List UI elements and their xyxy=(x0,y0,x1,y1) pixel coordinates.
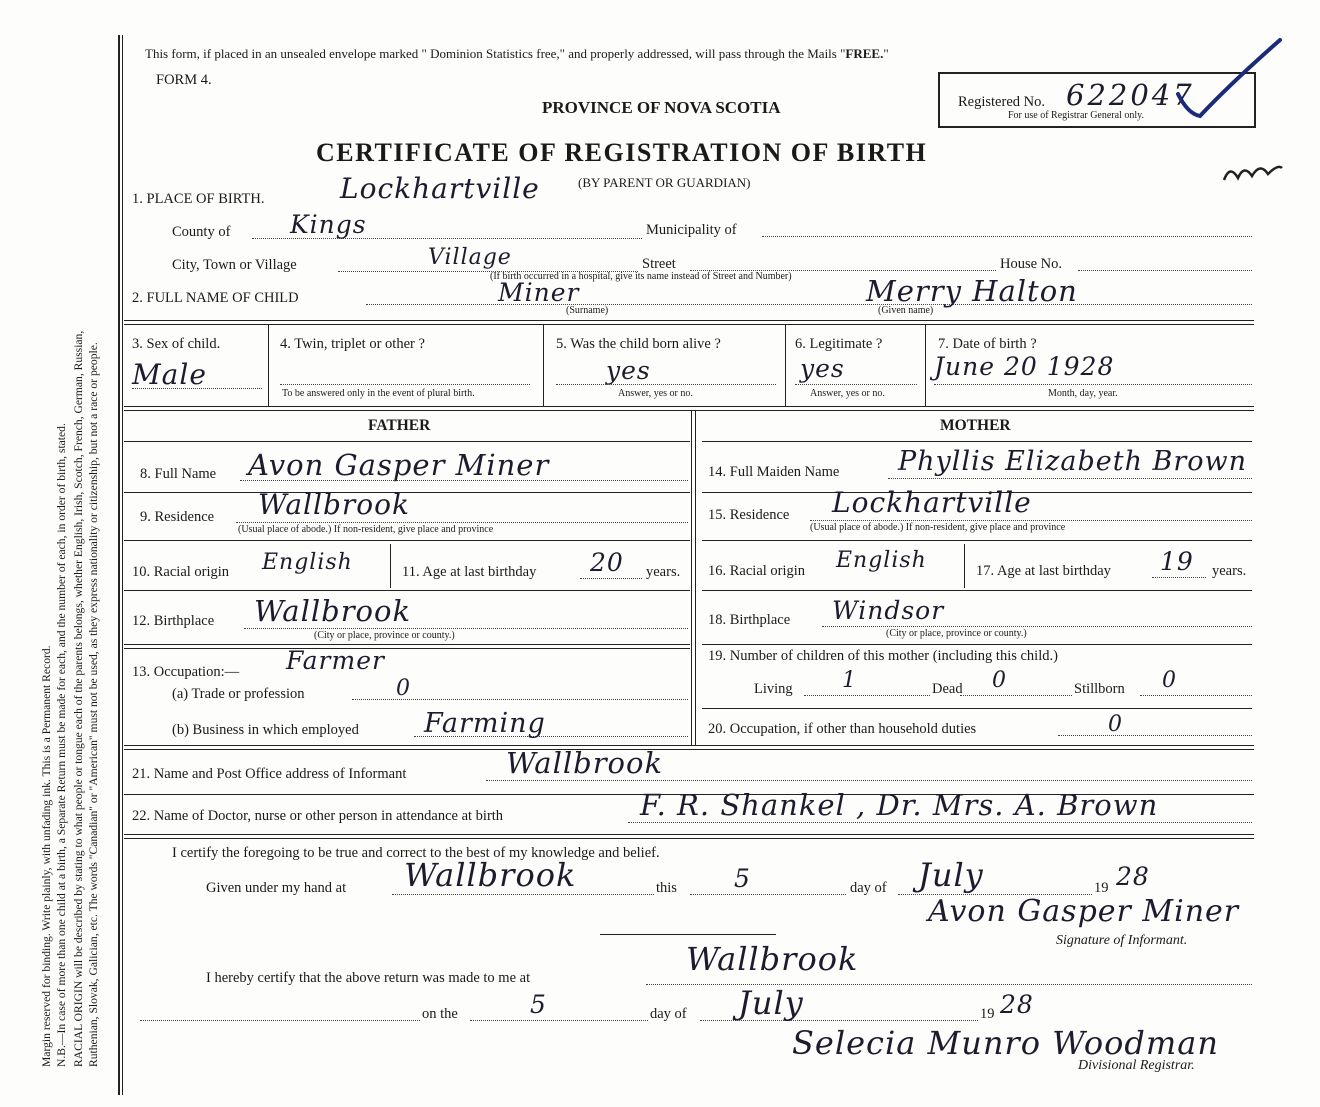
margin-notes xyxy=(0,0,110,1107)
mother-birthplace-label: 18. Birthplace xyxy=(708,612,791,628)
registered-label: Registered No. xyxy=(958,94,1045,110)
father-name-value: Avon Gasper Miner xyxy=(248,448,550,482)
father-age-label: 11. Age at last birthday xyxy=(402,564,537,580)
father-residence-label: 9. Residence xyxy=(140,509,215,525)
legitimate-label: 6. Legitimate ? xyxy=(795,336,883,352)
dob-label: 7. Date of birth ? xyxy=(938,336,1037,352)
registrar-signature: Selecia Munro Woodman xyxy=(792,1024,1219,1062)
informant-signature-caption: Signature of Informant. xyxy=(1056,933,1188,948)
mother-occupation-value: 0 xyxy=(1108,712,1123,737)
informant-value: Wallbrook xyxy=(506,746,664,780)
city-label: City, Town or Village xyxy=(172,257,297,273)
county-value: Kings xyxy=(290,210,367,239)
mail-note: This form, if placed in an unsealed envelope marked " Dominion Statistics free," and properly addressed, will pass through the Mails "FREE." xyxy=(145,46,889,61)
mother-residence-label: 15. Residence xyxy=(708,507,790,523)
dob-value: June 20 1928 xyxy=(934,352,1115,381)
father-name-label: 8. Full Name xyxy=(140,466,217,482)
hospital-note: (If birth occurred in a hospital, give its name instead of Street and Number) xyxy=(490,271,792,282)
county-label: County of xyxy=(172,224,231,240)
dead-label: Dead xyxy=(932,681,963,697)
certification-statement: I certify the foregoing to be true and correct to the best of my knowledge and belief. xyxy=(172,845,660,861)
father-race-label: 10. Racial origin xyxy=(132,564,230,580)
legitimate-note: Answer, yes or no. xyxy=(810,388,885,399)
living-value: 1 xyxy=(842,668,857,693)
mother-residence-value: Lockhartville xyxy=(832,486,1032,519)
this-label: this xyxy=(656,880,677,896)
mother-name-label: 14. Full Maiden Name xyxy=(708,464,840,480)
rule-row-3 xyxy=(124,406,1254,411)
place-of-birth-label: 1. PLACE OF BIRTH. xyxy=(132,191,265,207)
dead-value: 0 xyxy=(992,668,1007,693)
father-residence-note: (Usual place of abode.) If non-resident, give place and province xyxy=(238,524,494,535)
place-of-birth-value: Lockhartville xyxy=(340,172,540,205)
rule-row-parents xyxy=(124,745,1254,750)
given-day-of-label: day of xyxy=(850,880,887,896)
dob-note: Month, day, year. xyxy=(1048,388,1118,399)
father-race-value: English xyxy=(262,550,353,575)
rule-row-doctor xyxy=(124,834,1254,839)
registrar-year-prefix: 19 xyxy=(980,1006,995,1022)
mother-race-label: 16. Racial origin xyxy=(708,563,806,579)
given-name-caption: (Given name) xyxy=(878,305,934,316)
margin-rule-inner xyxy=(122,35,123,1095)
scribble-mark-icon xyxy=(1220,156,1286,190)
page-title: CERTIFICATE OF REGISTRATION OF BIRTH xyxy=(316,138,928,167)
surname-caption: (Surname) xyxy=(566,305,609,316)
registered-value: 622047 xyxy=(1066,78,1195,112)
given-label: Given under my hand at xyxy=(206,880,347,896)
child-name-label: 2. FULL NAME OF CHILD xyxy=(132,290,299,306)
stillborn-value: 0 xyxy=(1162,668,1177,693)
check-mark-icon xyxy=(1170,34,1285,124)
father-birthplace-label: 12. Birthplace xyxy=(132,613,215,629)
street-label: Street xyxy=(642,256,676,272)
mother-race-value: English xyxy=(836,548,927,573)
mother-name-value: Phyllis Elizabeth Brown xyxy=(898,446,1248,477)
children-count-label: 19. Number of children of this mother (including this child.) xyxy=(708,648,1058,664)
legitimate-value: yes xyxy=(800,354,845,383)
registrar-day-value: 5 xyxy=(530,990,547,1019)
mother-years-label: years. xyxy=(1212,563,1247,579)
born-alive-label: 5. Was the child born alive ? xyxy=(556,336,721,352)
doctor-label: 22. Name of Doctor, nurse or other person in attendance at birth xyxy=(132,808,504,824)
father-years-label: years. xyxy=(646,564,681,580)
margin-rule xyxy=(118,35,120,1095)
child-surname-value: Miner xyxy=(498,278,580,307)
rule-row-2 xyxy=(124,320,1254,325)
born-alive-value: yes xyxy=(606,356,651,385)
given-month-value: July xyxy=(918,856,984,894)
registrar-day-of-label: day of xyxy=(650,1006,687,1022)
trade-label: (a) Trade or profession xyxy=(172,686,305,702)
mother-residence-note: (Usual place of abode.) If non-resident, give place and province xyxy=(810,522,1066,533)
stillborn-label: Stillborn xyxy=(1074,681,1125,697)
sex-label: 3. Sex of child. xyxy=(132,336,221,352)
twin-note: To be answered only in the event of plural birth. xyxy=(282,388,475,399)
father-occupation-label: 13. Occupation:— xyxy=(132,664,240,680)
mother-birthplace-value: Windsor xyxy=(832,596,945,625)
twin-label: 4. Twin, triplet or other ? xyxy=(280,336,425,352)
margin-note-racial-2: Ruthenian, Slovak, Galician, etc. The words "Canadian" or "American" must not be used, as they express nationality or citizenship, but not a race or people. xyxy=(87,342,100,1067)
given-place-value: Wallbrook xyxy=(404,856,577,894)
mother-age-value: 19 xyxy=(1160,547,1194,576)
house-number-label: House No. xyxy=(1000,256,1063,272)
born-alive-note: Answer, yes or no. xyxy=(618,388,693,399)
trade-value: 0 xyxy=(396,676,411,701)
given-year-value: 28 xyxy=(1116,862,1150,891)
father-age-value: 20 xyxy=(590,548,624,577)
city-value: Village xyxy=(428,245,512,270)
informant-signature: Avon Gasper Miner xyxy=(928,894,1240,929)
mother-heading: MOTHER xyxy=(940,417,1011,434)
father-birthplace-value: Wallbrook xyxy=(254,594,412,628)
margin-note-binding: Margin reserved for binding. Write plainly, with unfading ink. This is a Permanent Record. xyxy=(40,645,53,1067)
living-label: Living xyxy=(754,681,793,697)
mother-occupation-label: 20. Occupation, if other than household duties xyxy=(708,721,977,737)
form-number: FORM 4. xyxy=(156,72,212,88)
doctor-value: F. R. Shankel , Dr. Mrs. A. Brown xyxy=(640,788,1159,822)
mother-birthplace-note: (City or place, province or county.) xyxy=(886,628,1027,639)
business-label: (b) Business in which employed xyxy=(172,722,359,738)
given-year-prefix: 19 xyxy=(1094,880,1109,896)
given-day-value: 5 xyxy=(734,864,751,893)
father-occupation-value: Farmer xyxy=(286,646,385,675)
registrar-on-the-label: on the xyxy=(422,1006,458,1022)
child-given-value: Merry Halton xyxy=(866,274,1078,308)
province-heading: PROVINCE OF NOVA SCOTIA xyxy=(542,98,781,117)
municipality-label: Municipality of xyxy=(646,222,737,238)
registrar-month-value: July xyxy=(738,984,804,1022)
margin-note-nb: N.B.—In case of more than one child at a birth, a Separate Return must be made for each, and the number of each, in order of birth, stated. xyxy=(55,423,68,1067)
father-birthplace-note: (City or place, province or county.) xyxy=(314,630,455,641)
registrar-place-value: Wallbrook xyxy=(686,940,859,978)
margin-note-racial-1: RACIAL ORIGIN will be described by stating to what people or tongue each of the parents belongs, whether English, Irish, Scotch, French, German, Russian, xyxy=(72,330,85,1067)
business-value: Farming xyxy=(424,708,546,739)
registrar-year-value: 28 xyxy=(1000,990,1034,1019)
sex-value: Male xyxy=(132,358,207,391)
father-heading: FATHER xyxy=(368,417,431,434)
by-parent-note: (BY PARENT OR GUARDIAN) xyxy=(578,175,751,190)
registrar-use-note: For use of Registrar General only. xyxy=(1008,110,1144,121)
informant-label: 21. Name and Post Office address of Informant xyxy=(132,766,407,782)
mother-age-label: 17. Age at last birthday xyxy=(976,563,1111,579)
father-residence-value: Wallbrook xyxy=(258,488,410,521)
registrar-caption: Divisional Registrar. xyxy=(1078,1058,1195,1073)
registrar-statement: I hereby certify that the above return was made to me at xyxy=(206,970,531,986)
